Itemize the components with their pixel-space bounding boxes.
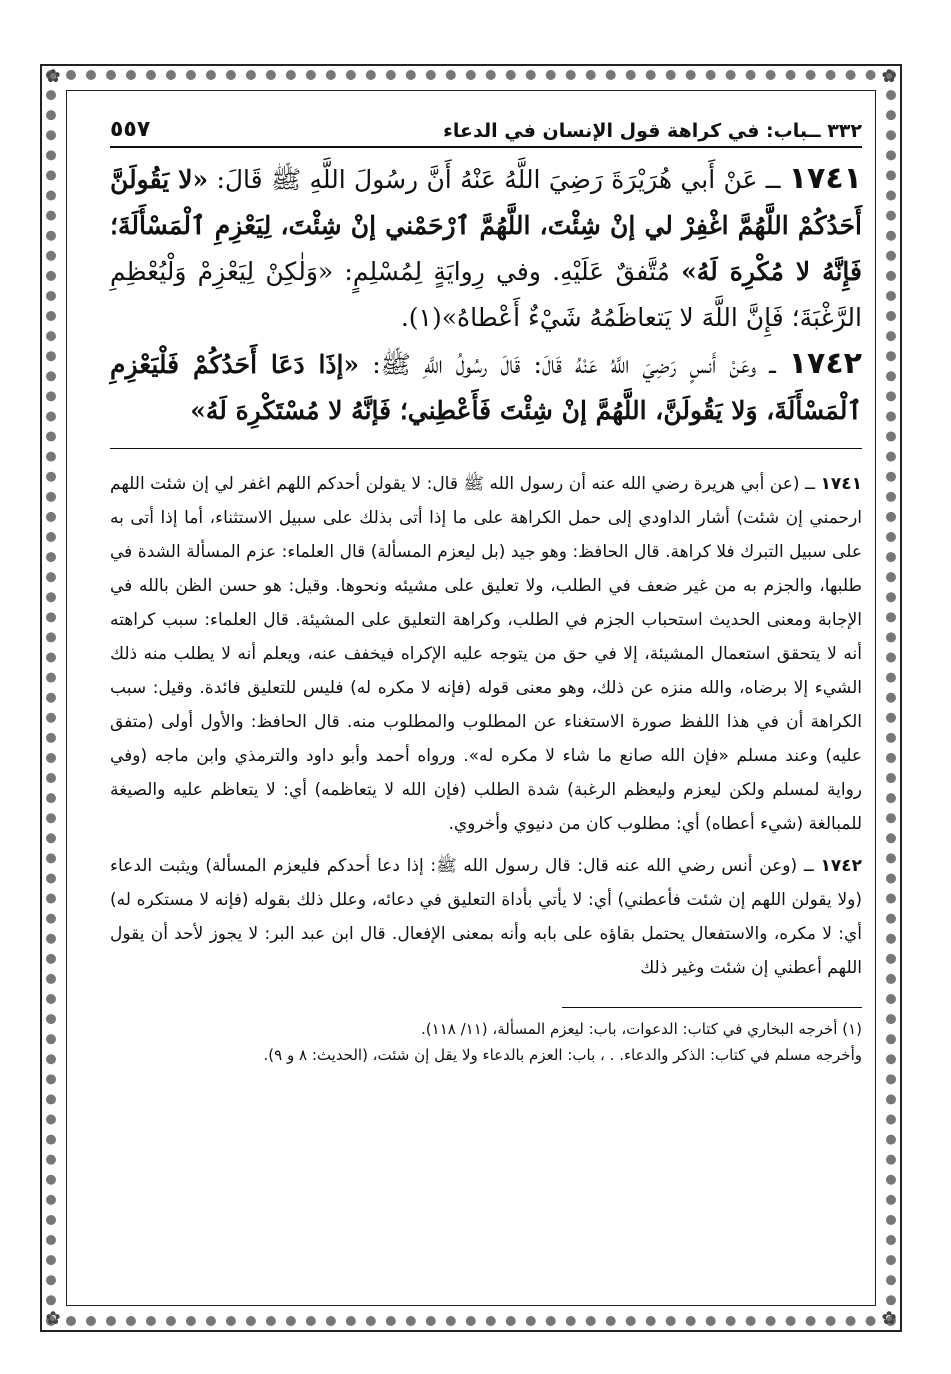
section-divider xyxy=(110,448,862,449)
commentary-section xyxy=(110,467,862,985)
commentary-1741 xyxy=(110,467,862,841)
footnote-2: وأخرجه مسلم في كتاب: الذكر والدعاء. . ، باب: العزم بالدعاء ولا يقل إن شئت، (الحديث: ٨ و ٩). xyxy=(263,1046,862,1064)
hadith-intro: وعَنْ أَنسٍ رَضِيَ اللَّهُ عَنْهُ قَالَ: قَالَ رسُولُ اللَّهِ ﷺ: xyxy=(359,350,757,379)
hadith-quote: «لا يَقُولَنَّ أَحَدُكُمْ اللَّهُمَّ اغْفِرْ لي إنْ شِئْتَ، اللَّهُمَّ ٱرْحَمْني إنْ شِئْتَ، لِيَعْزِمِ ٱلْمَسْأَلَةَ؛ فَإِنَّهُ لا مُكْرِهَ لَهُ» xyxy=(110,165,862,286)
commentary-number: ١٧٤٢ xyxy=(820,856,862,876)
chapter-title: ٣٣٢ ــباب: في كراهة قول الإنسان في الدعاء xyxy=(443,120,862,142)
corner-ornament-icon: ✿ xyxy=(881,66,897,87)
commentary-1742 xyxy=(110,849,862,985)
hadith-quote: «إذَا دَعَا أَحَدُكُمْ فَلْيَعْزِمِ ٱلْمَسْأَلَةَ، وَلا يَقُولَنَّ، اللَّهُمَّ إنْ شِئْتَ فَأَعْطِني؛ فَإنَّهُ لا مُسْتَكْرِهَ لَهُ» xyxy=(110,350,862,425)
page-number: ٥٥٧ xyxy=(110,117,151,142)
hadith-number: ١٧٤٢ xyxy=(788,346,862,381)
corner-ornament-icon: ✿ xyxy=(45,66,61,87)
footnote-1: (١) أخرجه البخاري في كتاب: الدعوات، باب: ليعزم المسألة، (١١/ ١١٨). xyxy=(421,1020,862,1038)
hadith-dash: ــ xyxy=(757,165,789,194)
hadith-intro: عَنْ أَبي هُرَيْرَةَ رَضِيَ اللَّهُ عَنْهُ أَنَّ رسُولَ اللَّهِ ﷺ قَالَ: xyxy=(208,165,758,194)
commentary-number: ١٧٤١ xyxy=(820,474,862,494)
hadith-dash: ــ xyxy=(756,350,789,379)
page-content xyxy=(110,100,862,1068)
hadith-1741 xyxy=(110,156,862,341)
corner-ornament-icon: ✿ xyxy=(881,1308,897,1329)
footnote-divider xyxy=(562,1007,862,1008)
hadith-text-section xyxy=(110,156,862,434)
corner-ornament-icon: ✿ xyxy=(45,1308,61,1329)
commentary-text: ــ (عن أبي هريرة رضي الله عنه أن رسول الله ﷺ قال: لا يقولن أحدكم اللهم اغفر لي إن شئت اللهم ارحمني إن شئت) أشار الداودي إلى حمل الكراهة على ما إذا أتى بذلك على سبيل الاستثناء، أما إذا أتى به على سبيل التبرك فلا كراهة. قال الحافظ: وهو جيد (بل ليعزم المسألة) قال العلماء: عزم المسألة الشدة في طلبها، والجزم به من غير ضعف في الطلب، ولا تعليق على مشيئه ونحوها. وقيل: هو حسن الظن بالله في الإجابة ومعنى الحديث استحباب الجزم في الطلب، وكراهة التعليق على المشيئة. قال العلماء: سبب كراهته أنه لا يتحقق استعمال المشيئة، إلا في حق من يتوجه عليه الإكراه فيخفف عنه، ويعلم أنه لا يطلب منه ذلك الشيء إلا برضاه، والله منزه عن ذلك، وهو معنى قوله (فإنه لا مكره له) فليس للتعليق فائدة. وقيل: سبب الكراهة أن في هذا اللفظ صورة الاستغناء عن المطلوب والمطلوب منه. قال الحافظ: والأول أولى (متفق عليه) وعند مسلم «فإن الله صانع ما شاء لا مكره له». ورواه أحمد وأبو داود والترمذي وابن ماجه (وفي رواية لمسلم ولكن ليعزم وليعظم الرغبة) شدة الطلب (فإن الله لا يتعاظمه) أي: لا يتعاظم عليه والصيغة للمبالغة (شيء أعطاه) أي: مطلوب كان من دنيوي وأخروي. xyxy=(110,474,862,834)
hadith-rest: مُتَّفقٌ عَلَيْهِ. وفي رِوايَةٍ لِمُسْلِمٍ: «وَلٰكِنْ لِيَعْزِمْ وَلْيُعْظِمِ الرَّغْبَةَ؛ فَإِنَّ اللَّهَ لا يَتعاظَمُهُ شَيْءٌ أَعْطاهُ»(١). xyxy=(110,257,862,332)
hadith-number: ١٧٤١ xyxy=(788,161,862,196)
footnotes xyxy=(110,1016,862,1068)
hadith-1742 xyxy=(110,341,862,434)
running-header xyxy=(110,100,862,148)
commentary-text: ــ (وعن أنس رضي الله عنه قال: قال رسول الله ﷺ: إذا دعا أحدكم فليعزم المسألة) ويثبت الدعاء (ولا يقولن اللهم إن شئت فأعطني) أي: لا يأتي بأداة التعليق في دعائه، وعلل ذلك بقوله (فإنه لا مستكره له) أي: لا مكره، والاستفعال يحتمل بقاؤه على بابه وأنه بمعنى الإفعال. قال ابن عبد البر: لا يجوز لأحد أن يقول اللهم أعطني إن شئت وغير ذلك xyxy=(110,856,862,978)
